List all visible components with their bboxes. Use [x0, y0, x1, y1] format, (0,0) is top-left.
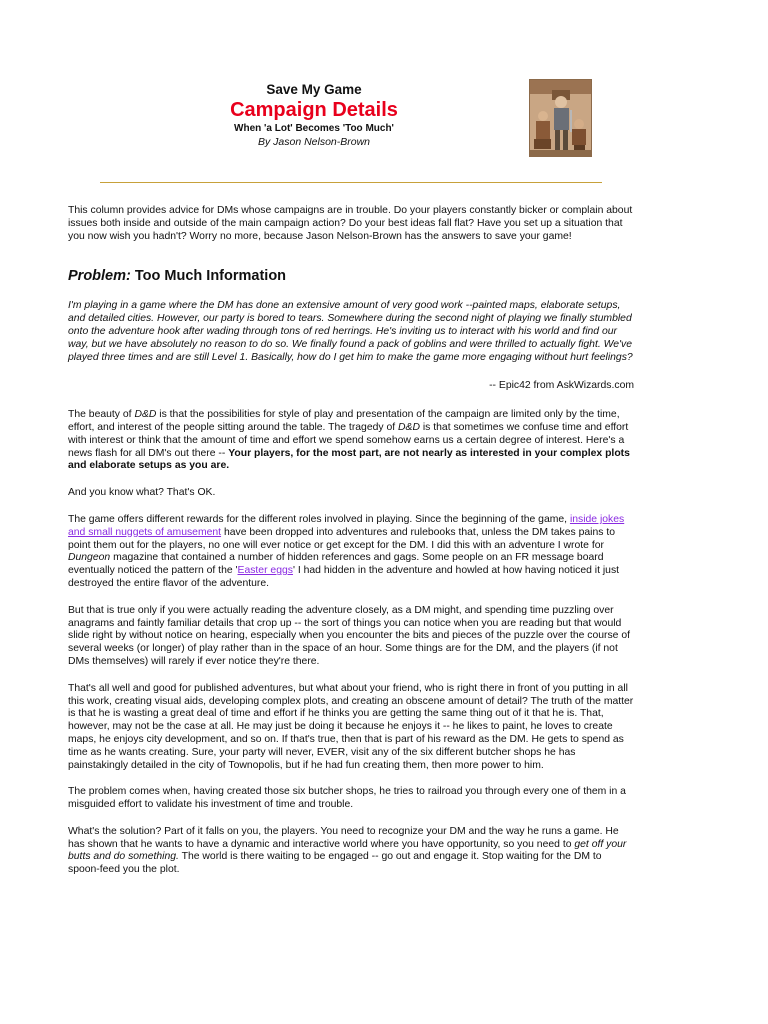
column-name: Save My Game	[266, 82, 362, 97]
magazine-title: Dungeon	[68, 552, 111, 564]
inside-jokes-link[interactable]: inside jokes and small nuggets of amusement	[68, 513, 625, 538]
body-paragraph-5: That's all well and good for published adventures, but what about your friend, who is right there in front of you putting in all this work, creating visual aids, developing complex plots, and creating an obscene amount of detail? The truth of the matter is that he is wasting a great deal of time and effort if he thinks you are getting the same thing out of it that he is. That, however, may not be the case at all. He may just be doing it because he enjoys it -- he likes to paint, he loves to create maps, he enjoys city development, and so on. If that's true, then that is part of his reward as the DM. He gets to spend as time as he wants creating. Sure, your party will never, EVER, visit any of the six different butcher shops he has painstakingly detailed in the city of Townopolis, but if he had fun creating them, then more power to him.	[68, 682, 634, 771]
problem-heading	[68, 267, 634, 285]
text-run: magazine that contained a number of hidden references and gags. Some people on an FR message board eventually noticed the pattern of the '	[68, 552, 604, 577]
body-paragraph-7	[68, 826, 634, 877]
easter-eggs-link[interactable]: Easter eggs	[237, 565, 293, 577]
question-signature: -- Epic42 from AskWizards.com	[489, 380, 634, 392]
text-run: What's the solution? Part of it falls on you, the players. You need to recognize your DM and the way he runs a game. He has shown that he wants to have a dynamic and interactive world where you have opportunity, so you need to	[68, 825, 619, 850]
article-title: Campaign Details	[230, 99, 398, 121]
body-paragraph-1	[68, 409, 634, 473]
game-title: D&D	[134, 409, 157, 421]
header-divider	[100, 182, 602, 183]
body-paragraph-2: And you know what? That's OK.	[68, 487, 216, 499]
text-run: ' I had hidden in the adventure and howled at how having noticed it just destroyed the entire flavor of the adventure.	[68, 565, 620, 589]
text-run: is that sometimes we confuse time and effort with interest or think that the amount of time and effort we spend somehow earns us a certain degree of interest. Here's a news flash for all DM's out there --	[68, 421, 629, 459]
game-title: D&D	[398, 421, 420, 433]
article-header	[0, 82, 620, 148]
text-run: is that the possibilities for style of play and presentation of the campaign are limited only by the time, effort, and interest of the people sitting around the table. The tragedy of	[68, 409, 620, 433]
body-paragraph-6: The problem comes when, having created those six butcher shops, he tries to railroad you through every one of them in a misguided effort to validate his investment of time and trouble.	[68, 786, 626, 811]
emphasis-text: get off your butts and do something.	[68, 838, 627, 863]
text-run: The game offers different rewards for the different roles involved in playing. Since the beginning of the game,	[68, 513, 570, 525]
problem-label: Problem:	[68, 268, 131, 285]
text-run: The beauty of	[68, 409, 135, 421]
illustration-image	[529, 79, 592, 157]
reader-question: I'm playing in a game where the DM has done an extensive amount of very good work --painted maps, elaborate setups, and detailed cities. However, our party is bored to tears. Somewhere during the second night of playing we finally stumbled onto the adventure hook after wading through tons of red herrings. He's inviting us to interact with his world and find our way, but we have absolutely no reason to do so. We finally found a pack of goblins and were thrilled to actually fight. We've played three times and are still Level 1. Basically, how do I get him to make the game more engaging without hurt feelings?	[68, 300, 633, 363]
adventurers-illustration	[530, 80, 591, 156]
byline: By Jason Nelson-Brown	[257, 136, 371, 148]
text-run: have been dropped into adventures and rulebooks that, unless the DM takes pains to point them out for the players, no one will ever notice or get except for the DM. I did this with an adventure I wrote for	[68, 526, 616, 551]
body-paragraph-3	[68, 514, 634, 591]
emphasis-text: Your players, for the most part, are not nearly as interested in your complex plots and elaborate setups as you are.	[68, 447, 630, 472]
problem-title: Too Much Information	[134, 268, 287, 285]
text-run: The world is there waiting to be engaged -- go out and engage it. Stop waiting for the DM to spoon-feed you the plot.	[68, 851, 602, 876]
article-body	[68, 205, 634, 891]
article-subtitle: When 'a Lot' Becomes 'Too Much'	[234, 123, 394, 134]
body-paragraph-4: But that is true only if you were actually reading the adventure closely, as a DM might, and spending time puzzling over anagrams and faintly familiar details that crop up -- the sort of things you can notice when you are reading but that would slide right by without notice on hearing, especially when you encounter the bits and pieces of the puzzle over the course of several weeks (or longer) of play rather than in the space of an hour. Some things are for the DM, and the players (if not DMs themselves) will rarely if ever notice they're there.	[68, 604, 631, 667]
intro-paragraph: This column provides advice for DMs whose campaigns are in trouble. Do your players constantly bicker or complain about issues both inside and outside of the main campaign action? Do your best ideas fall flat? Have you set up a situation that you now wish you hadn't? Worry no more, because Jason Nelson-Brown has the answers to save your game!	[68, 205, 633, 242]
